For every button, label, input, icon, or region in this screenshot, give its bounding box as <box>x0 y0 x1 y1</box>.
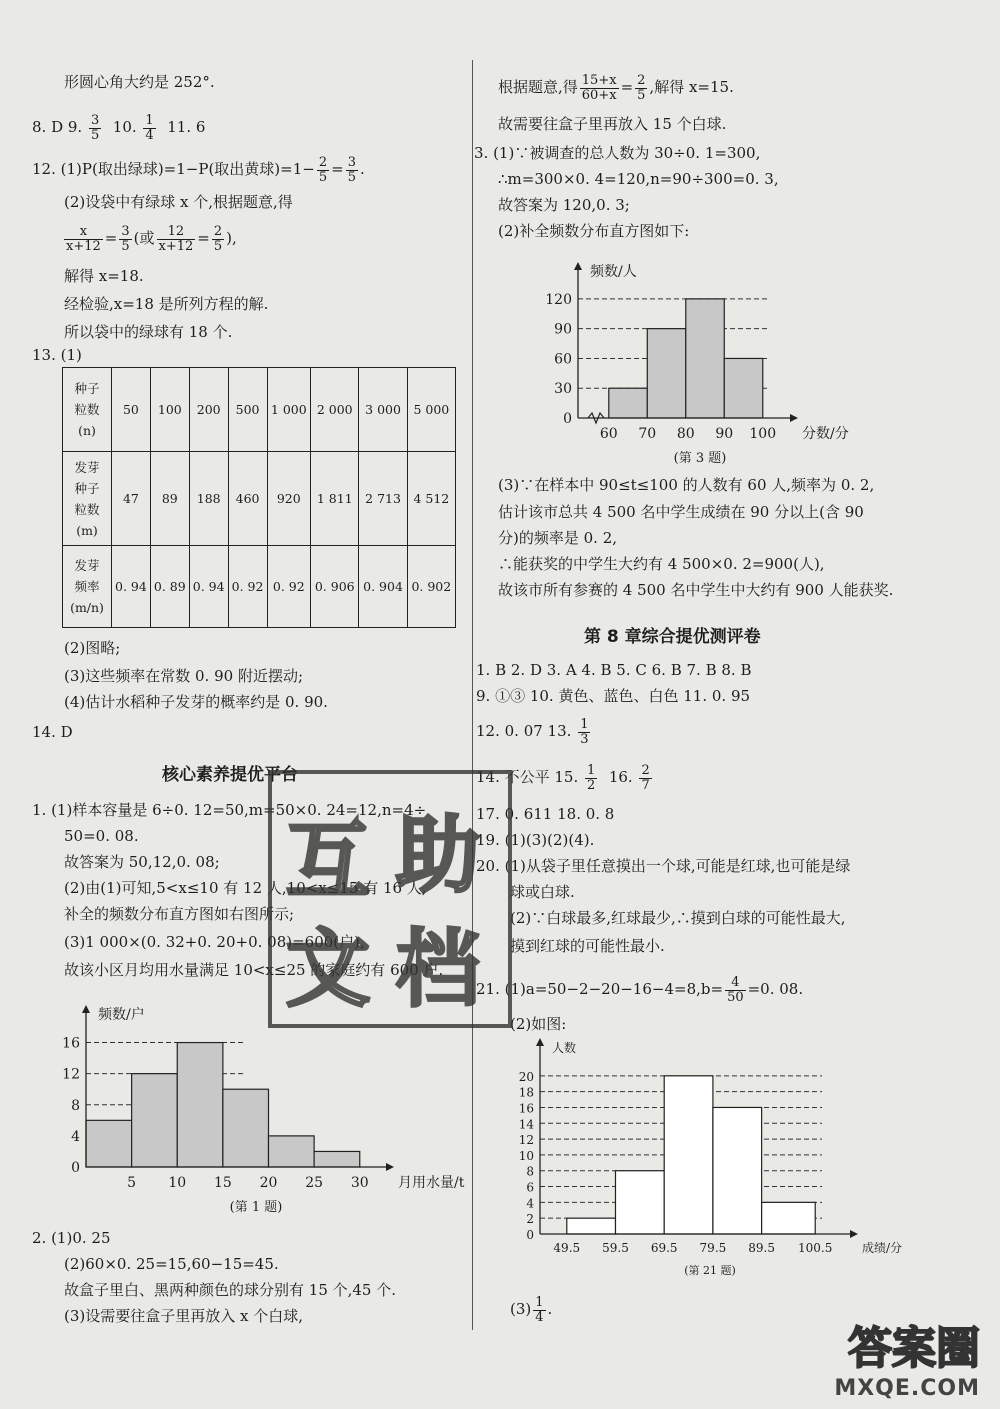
equation-line <box>62 221 237 255</box>
fraction: $\frac{4}{50}$ <box>727 974 744 1005</box>
histogram-bar <box>132 1074 178 1167</box>
chart-caption: (第 1 题) <box>229 1200 283 1213</box>
answer-21-3 <box>510 1292 552 1326</box>
x-tick-label: 100 <box>749 426 777 442</box>
table-cell: 89 <box>150 452 189 546</box>
histogram-bar <box>223 1089 269 1167</box>
text: = <box>197 229 210 247</box>
y-tick-label: 16 <box>518 1101 534 1116</box>
text-line: 14. D <box>32 723 73 741</box>
text-line: 球或白球. <box>510 883 575 901</box>
text: = <box>331 160 344 178</box>
table-cell: 0. 902 <box>407 546 455 628</box>
histogram-bar <box>269 1136 315 1167</box>
text-line: 13. (1) <box>32 346 82 364</box>
text-line: 50=0. 08. <box>64 827 139 845</box>
text-line: 经检验,x=18 是所列方程的解. <box>64 295 269 313</box>
equation-line <box>498 70 734 104</box>
table-cell: 500 <box>228 368 267 452</box>
text: . <box>359 160 365 178</box>
chart-caption: (第 3 题) <box>673 451 727 466</box>
table-cell: 0. 906 <box>311 546 359 628</box>
histogram-bar <box>616 1171 665 1234</box>
table-cell: 920 <box>267 452 311 546</box>
histogram-bar <box>177 1043 223 1167</box>
histogram-bar <box>713 1107 762 1234</box>
y-axis-arrow <box>82 1005 90 1013</box>
text: ), <box>226 229 237 247</box>
text-line: 故答案为 50,12,0. 08; <box>64 853 220 871</box>
table-row <box>63 368 456 452</box>
answer-12-1 <box>32 152 365 186</box>
text: 8. D 9. <box>32 118 87 136</box>
text: (或 <box>133 229 155 247</box>
table-cell: 0. 904 <box>359 546 407 628</box>
text-line: 故该小区月均用水量满足 10<x≤25 的家庭约有 600 户. <box>64 961 444 979</box>
x-tick-label: 20 <box>259 1175 278 1191</box>
chart-svg <box>520 240 880 466</box>
histogram-bar <box>314 1151 360 1167</box>
y-tick-label: 18 <box>518 1085 534 1100</box>
table-cell: 3 000 <box>359 368 407 452</box>
text: (3) <box>510 1300 532 1318</box>
y-tick-label: 12 <box>62 1066 80 1083</box>
text: 12. 0. 07 13. <box>476 722 577 740</box>
x-axis-arrow <box>850 1230 858 1238</box>
table-row <box>63 452 456 546</box>
text-line: (2)由(1)可知,5<x≤10 有 12 人,10<x≤15 有 16 人, <box>64 879 427 897</box>
x-axis-arrow <box>386 1163 394 1171</box>
text-line: (4)估计水稻种子发芽的概率约是 0. 90. <box>64 693 328 711</box>
x-tick-label: 80 <box>676 426 695 442</box>
section-title: 第 8 章综合提优测评卷 <box>584 627 761 647</box>
table-cell: 4 512 <box>407 452 455 546</box>
histogram-bar <box>686 299 724 418</box>
y-tick-label: 10 <box>518 1148 534 1163</box>
y-tick-label: 14 <box>518 1117 534 1132</box>
text-line: (3)设需要往盒子里再放入 x 个白球, <box>64 1307 304 1325</box>
watermark-text: 答案圈 <box>848 1323 980 1374</box>
y-axis-label: 频数/人 <box>590 264 637 280</box>
text: 10. <box>112 118 142 136</box>
table-cell: 47 <box>112 452 151 546</box>
x-axis-label: 成绩/分 <box>862 1241 903 1255</box>
watermark-stamp <box>268 770 512 1028</box>
table-cell: 100 <box>150 368 189 452</box>
text: 12. (1)P(取出绿球)=1−P(取出黄球)=1− <box>32 160 315 178</box>
text-line: 故需要往盒子里再放入 15 个白球. <box>498 115 727 133</box>
section-title: 核心素养提优平台 <box>162 765 298 785</box>
x-tick-label: 59.5 <box>602 1241 629 1255</box>
table-cell: 50 <box>112 368 151 452</box>
stamp-char: 文 <box>286 920 371 1018</box>
table-cell: 200 <box>189 368 228 452</box>
y-tick-label: 0 <box>563 411 572 427</box>
fraction: $\frac{2}{5}$ <box>213 223 223 254</box>
text-line: ∴m=300×0. 4=120,n=90÷300=0. 3, <box>498 170 779 188</box>
text-line: 3. (1)∵被调查的总人数为 30÷0. 1=300, <box>474 144 761 162</box>
x-tick-label: 49.5 <box>553 1241 581 1255</box>
fraction: $\frac{3}{5}$ <box>121 223 130 254</box>
histogram-bar <box>567 1218 616 1234</box>
y-tick-label: 4 <box>526 1196 534 1211</box>
y-tick-label: 16 <box>62 1035 80 1052</box>
text-line: (3)这些频率在常数 0. 90 附近摆动; <box>64 667 304 685</box>
table-cell: 0. 92 <box>228 546 267 628</box>
histogram-bar <box>647 329 685 418</box>
x-tick-label: 90 <box>715 426 734 442</box>
table-cell: 0. 94 <box>189 546 228 628</box>
fraction: $\frac{1}{2}$ <box>587 762 596 793</box>
histogram-scores <box>520 240 880 466</box>
table-cell: 2 000 <box>311 368 359 452</box>
text-line: (2)设袋中有绿球 x 个,根据题意,得 <box>64 193 293 211</box>
text: 16. <box>608 768 638 786</box>
histogram-bar <box>609 388 647 418</box>
stamp-char: 档 <box>396 920 481 1018</box>
x-axis-label: 月用水量/t <box>398 1175 465 1191</box>
site-watermark <box>834 1312 980 1401</box>
text-line: 解得 x=18. <box>64 267 144 285</box>
stamp-char: 助 <box>396 806 481 904</box>
y-tick-label: 8 <box>526 1164 534 1179</box>
table-header: 发芽 种子 粒数 (m) <box>63 452 112 546</box>
y-tick-label: 120 <box>545 291 572 308</box>
text-line: ∴能获奖的中学生大约有 4 500×0. 2=900(人), <box>498 555 825 573</box>
x-tick-label: 60 <box>599 426 618 442</box>
fraction: $\frac{1}{4}$ <box>535 1294 544 1325</box>
table-cell: 2 713 <box>359 452 407 546</box>
text-line: (2)60×0. 25=15,60−15=45. <box>64 1255 279 1273</box>
y-tick-label: 20 <box>518 1069 534 1084</box>
y-tick-label: 90 <box>554 321 572 338</box>
x-tick-label: 5 <box>127 1175 137 1191</box>
answer-8-11 <box>32 110 205 144</box>
table-cell: 0. 89 <box>150 546 189 628</box>
text: =0. 08. <box>747 980 804 998</box>
y-axis-label: 人数 <box>552 1041 577 1055</box>
fraction: $\frac{12}{x+12}$ <box>158 223 194 254</box>
text: = <box>620 78 634 96</box>
fraction: $\frac{3}{5}$ <box>90 112 100 143</box>
chart-caption: (第 21 题) <box>684 1264 736 1276</box>
text: 根据题意,得 <box>498 78 578 96</box>
x-tick-label: 100.5 <box>798 1241 833 1255</box>
table-cell: 5 000 <box>407 368 455 452</box>
y-axis-arrow <box>574 262 582 270</box>
x-tick-label: 30 <box>350 1175 369 1191</box>
text-line: 20. (1)从袋子里任意摸出一个球,可能是红球,也可能是绿 <box>476 857 851 875</box>
fraction: $\frac{3}{5}$ <box>347 154 356 185</box>
x-tick-label: 79.5 <box>699 1241 727 1255</box>
text-line: 补全的频数分布直方图如右图所示; <box>64 905 295 923</box>
text-line: (2)图略; <box>64 639 121 657</box>
x-axis-label: 分数/分 <box>802 426 849 442</box>
y-tick-label: 60 <box>554 351 572 368</box>
histogram-bar <box>664 1076 713 1234</box>
text: 11. 6 <box>167 118 206 136</box>
table-cell: 1 000 <box>267 368 311 452</box>
text-line: 19. (1)(3)(2)(4). <box>476 831 595 849</box>
answer-21-1 <box>476 972 803 1006</box>
histogram-bar <box>724 358 762 418</box>
y-tick-label: 12 <box>518 1133 534 1148</box>
x-tick-label: 69.5 <box>650 1241 678 1255</box>
histogram-bar <box>86 1120 132 1167</box>
x-tick-label: 89.5 <box>748 1241 775 1255</box>
y-tick-label: 0 <box>71 1160 80 1176</box>
table-cell: 188 <box>189 452 228 546</box>
column-divider <box>472 60 473 1330</box>
fraction: $\frac{2}{5}$ <box>637 72 646 103</box>
fraction: $\frac{15+x}{60+x}$ <box>581 72 617 103</box>
histogram-bar <box>762 1202 816 1234</box>
table-cell: 460 <box>228 452 267 546</box>
stamp-char: 互 <box>286 812 371 910</box>
y-tick-label: 4 <box>71 1128 80 1145</box>
text: = <box>104 229 118 247</box>
table-header: 发芽 频率 (m/n) <box>63 546 112 628</box>
x-axis-arrow <box>790 414 798 422</box>
text-line: 形圆心角大约是 252°. <box>64 73 215 91</box>
text-line: 故该市所有参赛的 4 500 名中学生中大约有 900 人能获奖. <box>498 581 894 599</box>
seed-table <box>62 367 456 628</box>
text-line: 故盒子里白、黑两种颜色的球分别有 15 个,45 个. <box>64 1281 397 1299</box>
text-line: 9. ①③ 10. 黄色、蓝色、白色 11. 0. 95 <box>476 687 751 705</box>
text-line: (2)补全频数分布直方图如下: <box>498 222 690 240</box>
text-line: 1. B 2. D 3. A 4. B 5. C 6. B 7. B 8. B <box>476 661 752 679</box>
text-line: (2)如图: <box>510 1015 567 1033</box>
text-line: (3)∵在样本中 90≤t≤100 的人数有 60 人,频率为 0. 2, <box>498 476 875 494</box>
y-tick-label: 0 <box>526 1228 534 1242</box>
text-line: 摸到红球的可能性最小. <box>510 937 665 955</box>
text-line: 估计该市总共 4 500 名中学生成绩在 90 分以上(含 90 <box>498 503 864 521</box>
text-line: (3)1 000×(0. 32+0. 20+0. 08)=600(户), <box>64 933 365 951</box>
y-tick-label: 2 <box>526 1212 534 1227</box>
x-tick-label: 25 <box>305 1175 324 1191</box>
y-tick-label: 8 <box>71 1097 80 1114</box>
table-cell: 0. 94 <box>112 546 151 628</box>
fraction: $\frac{1}{3}$ <box>580 716 589 747</box>
x-tick-label: 15 <box>213 1175 232 1191</box>
text: 14. 不公平 15. <box>476 768 584 786</box>
fraction: $\frac{2}{7}$ <box>641 762 650 793</box>
text: . <box>547 1300 553 1318</box>
y-axis-label: 频数/户 <box>98 1007 145 1023</box>
x-tick-label: 10 <box>168 1175 187 1191</box>
x-tick-label: 70 <box>638 426 657 442</box>
y-axis-arrow <box>536 1038 544 1046</box>
text-line: 17. 0. 611 18. 0. 8 <box>476 805 615 823</box>
y-tick-label: 6 <box>526 1180 534 1195</box>
text: 21. (1)a=50−2−20−16−4=8,b= <box>476 980 724 998</box>
fraction: $\frac{x}{x+12}$ <box>66 223 101 254</box>
table-row <box>63 546 456 628</box>
y-tick-label: 30 <box>554 381 572 398</box>
watermark-url: MXQE.COM <box>834 1376 980 1401</box>
text-line: 分)的频率是 0. 2, <box>498 529 618 547</box>
text-line: 所以袋中的绿球有 18 个. <box>64 323 233 341</box>
text-line: 1. (1)样本容量是 6÷0. 12=50,m=50×0. 24=12,n=4÷ <box>32 801 427 819</box>
histogram-grades <box>510 1030 910 1276</box>
text-line: 故答案为 120,0. 3; <box>498 196 630 214</box>
table-header: 种子 粒数 (n) <box>63 368 112 452</box>
text: ,解得 x=15. <box>649 78 734 96</box>
text-line: (2)∵白球最多,红球最少,∴摸到白球的可能性最大, <box>510 909 846 927</box>
text-line: 2. (1)0. 25 <box>32 1229 111 1247</box>
chart-svg <box>510 1030 910 1276</box>
table-cell: 0. 92 <box>267 546 311 628</box>
answer-12-13 <box>476 714 592 748</box>
table-cell: 1 811 <box>311 452 359 546</box>
fraction: $\frac{1}{4}$ <box>145 112 154 143</box>
fraction: $\frac{2}{5}$ <box>318 154 328 185</box>
